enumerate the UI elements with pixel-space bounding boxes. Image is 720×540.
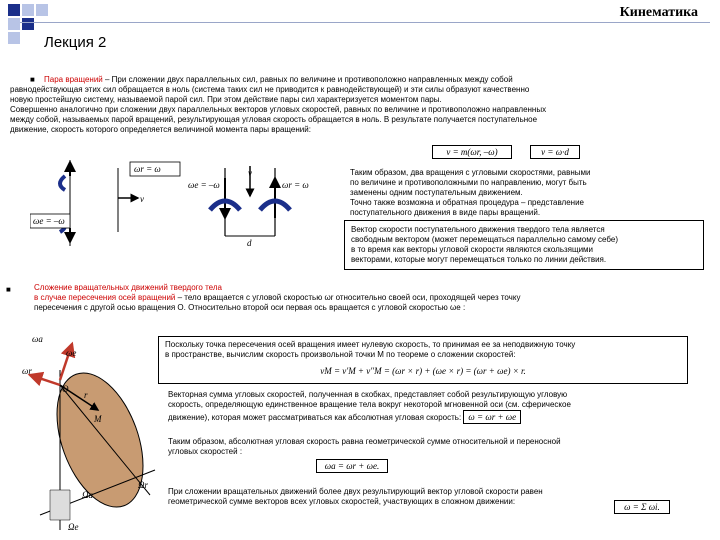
section1-line: новую простейшую систему, называемой парой сил. При этом действие пары сил характеризуется моментом пары. [10,95,442,104]
label-O: O [62,384,69,394]
bullet-icon: ■ [30,75,35,84]
text-line: Таким образом, абсолютная угловая скорость равна геометрической сумме относительной и переносной [168,437,561,446]
text-line: движение), которая может рассматриваться как абсолютная угловая скорость: [168,413,462,422]
label-omega-e-fig: ωe [66,348,77,358]
page-title: Кинематика [619,5,698,20]
text-line: поступательного движения в виде пары вращений. [350,208,541,217]
label-Omega-a: Ωa [82,490,94,500]
formula-velocity: vM = v'M + v''M = (ωr × r) + (ωe × r) = (ωr + ωe) × r. [320,366,526,376]
label-omega-r: ωr = ω [134,164,161,174]
label-M: M [94,414,102,424]
text-line: Вектор скорости поступательного движения твердого тела является [351,225,605,234]
text-line: свободным вектором (может перемещаться параллельно самому себе) [351,235,618,244]
section2-para2 [168,390,708,424]
section2-title: Сложение вращательных движений твердого тела [34,283,222,292]
section2-para3 [168,437,708,457]
label-r: r [84,390,88,400]
section1-line: Совершенно аналогично при сложении двух параллельных векторов угловых скоростей, равных по величине и противоположно направленных [10,105,547,114]
velocity-box [158,336,688,384]
decor-square-3 [36,4,48,16]
label-Omega-e: Ωe [68,522,79,532]
section1-line: – При сложении двух параллельных сил, равных по величине и противоположно направленных между собой [105,75,513,84]
label-d: d [247,238,252,248]
text-line: заменены одним поступательным движением. [350,188,523,197]
text-line: Точно также возможна и обратная процедура – представление [350,198,584,207]
label-omega-a: ωa [32,334,43,344]
section2-intro [34,283,714,313]
decor-square-6 [8,32,20,44]
label-omega-e-small: ωe = –ω [33,216,65,226]
section1-line: движение, скорость которого определяется величиной момента пары вращений: [10,125,311,134]
text-line: по величине и противоположными по направлению, могут быть [350,178,587,187]
label-omega-r-right: ωr = ω [282,180,309,190]
text-line: Таким образом, два вращения с угловыми скоростями, равными [350,168,591,177]
decor-square-2 [22,4,34,16]
formula-omega-a: ωa = ωr + ωe. [316,459,388,473]
decor-square-5 [22,18,34,30]
bullet-icon: ■ [6,285,11,294]
label-omega-r-fig: ωr [22,366,32,376]
section2-line: – тело вращается с угловой скоростью ωr относительно своей оси, проходящей через точку [177,293,521,302]
formula-sum: ω = Σ ωi. [614,500,670,514]
text-line: Поскольку точка пересечения осей вращения имеет нулевую скорость, то принимая ее за неподвижную точку [165,340,576,349]
header-rule [20,22,710,23]
section2-line: пересечения с другой осью вращения О. Относительно второй оси первая ось вращается с угловой скоростью ωe : [34,303,466,312]
text-line: геометрической сумме векторов всех угловых скоростей, участвующих в сложном движении: [168,497,516,506]
text-line: векторами, которые могут перемещаться только по линии действия. [351,255,607,264]
section2-subtitle: в случае пересечения осей вращений [34,293,176,302]
label-v-left: v [140,194,144,204]
formula-v-omega-d: v = ω·d [530,145,580,159]
label-v-center: v [248,168,252,178]
text-line: в то время как векторы угловой скорости являются скользящими [351,245,594,254]
text-line: в пространстве, вычислим скорость произвольной точки М по теореме о сложении скоростей: [165,350,516,359]
formula-moment: v = m(ωr, –ω) [432,145,512,159]
text-line: угловых скоростей : [168,447,243,456]
intersecting-axes-figure [20,330,160,535]
section1-text [10,75,710,135]
right-text-1 [350,168,710,218]
decor-square-1 [8,4,20,16]
formula-omega: ω = ωr + ωe [463,410,521,424]
text-line: При сложении вращательных движений более двух результирующий вектор угловой скорости равен [168,487,543,496]
free-vector-box [344,220,704,270]
label-Omega-r: Ωr [138,480,149,490]
section1-line: между собой, называемых парой вращений, результирующая угловая скорость обращается в ноль. В результате получается поступательное [10,115,538,124]
decor-square-4 [8,18,20,30]
section1-title: Пара вращений [44,75,103,84]
lecture-label: Лекция 2 [44,34,107,51]
text-line: скорость, определяющую единственное вращение тела вокруг некоторой мгновенной оси (см. сферическое [168,400,571,409]
label-omega-e: ωe = –ω [188,180,220,190]
text-line: Векторная сумма угловых скоростей, полученная в скобках, представляет собой результирующую угловую [168,390,568,399]
section1-line: равнодействующая этих сил обращается в ноль (система таких сил не приводится к равнодействующей) и эти силы образуют качественно [10,85,530,94]
pair-rotation-diagram [30,158,340,248]
